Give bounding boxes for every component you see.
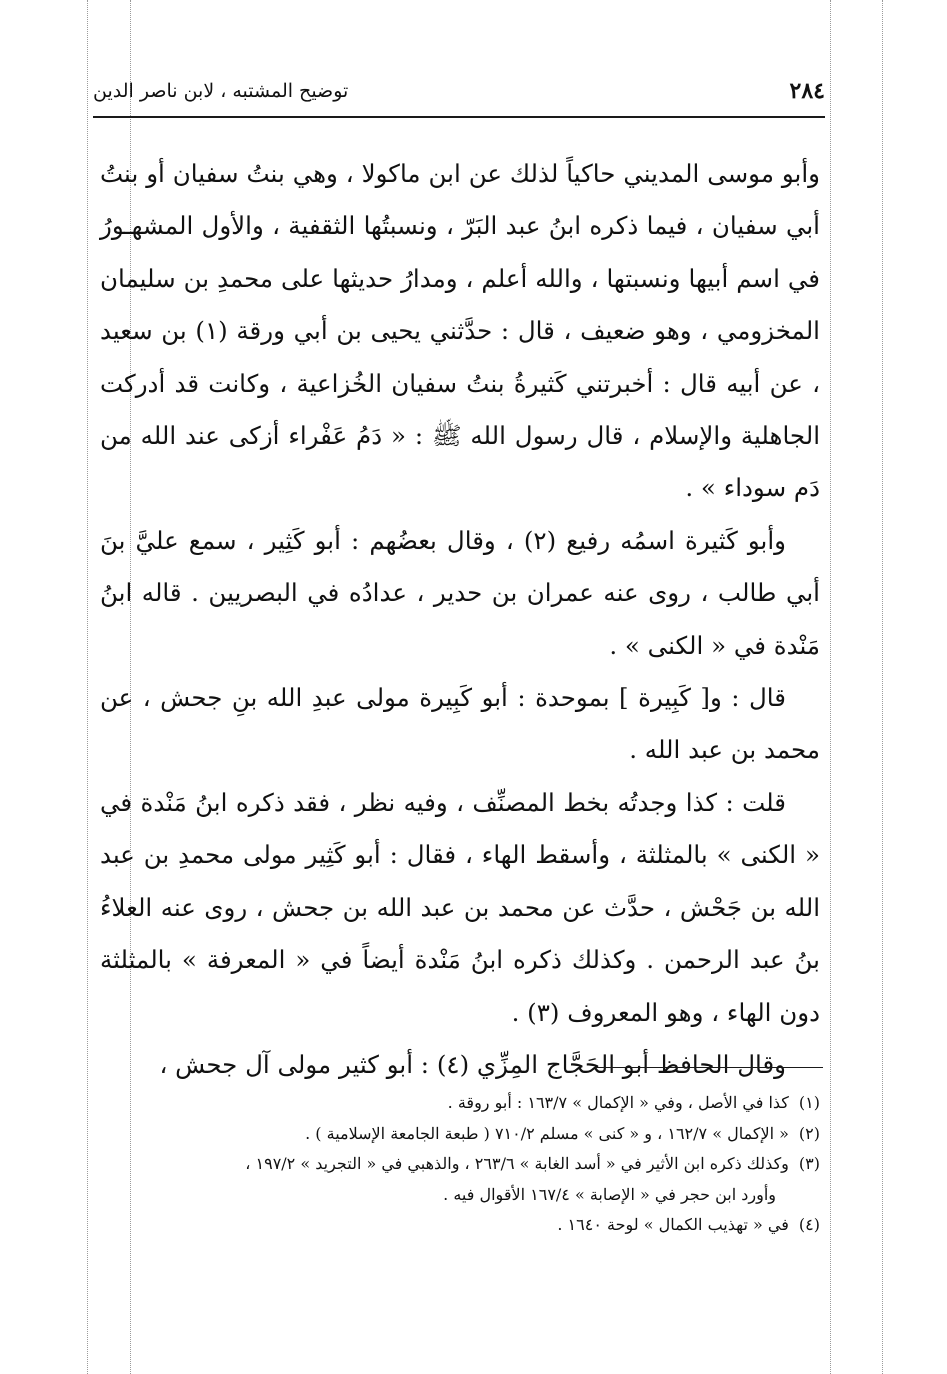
crop-mark-right-inner <box>830 0 831 1374</box>
footnote-number: (٣) <box>798 1154 820 1173</box>
footnote-text: كذا في الأصل ، وفي « الإكمال » ١٦٣/٧ : أبو روقة . <box>447 1093 789 1112</box>
crop-mark-right <box>882 0 883 1374</box>
footnote <box>100 1088 820 1119</box>
paragraph: وأبو موسى المديني حاكياً لذلك عن ابن ماكولا ، وهي بنتُ سفيان أو بنتُ أبي سفيان ، فيما ذكره ابنُ عبد البَرّ ، ونسبتُها الثقفية ، والأول المشهـورُ في اسم أبيها ونسبتها ، والله أعلم ، ومدارُ حديثها على محمدِ بن سليمان المخزومي ، وهو ضعيف ، قال : حدَّثني يحيى بن أبي ورقة (١) بن سعيد ، عن أبيه قال : أخبرتني كَثيرةُ بنتُ سفيان الخُزاعية ، وكانت قد أدركت الجاهلية والإسلام ، قال رسول الله ﷺ : « دَمُ عَفْراء أزكى عند الله من دَم سوداء » . <box>100 159 820 503</box>
footnote-continuation: وأورد ابن حجر في « الإصابة » ١٦٧/٤ الأقوال فيه . <box>443 1184 776 1204</box>
footnote <box>100 1149 820 1180</box>
paragraph: قلت : كذا وجدتُه بخط المصنِّف ، وفيه نظر ، فقد ذكره ابنُ مَنْدة في « الكنى » بالمثلثة ، وأسقط الهاء ، فقال : أبو كَثِير مولى محمدِ بن عبد الله بن جَحْش ، حدَّث عن محمد بن عبد الله بن جحش ، روى عنه العلاءُ بنُ عبد الرحمن . وكذلك ذكره ابنُ مَنْدة أيضاً في « المعرفة » بالمثلثة دون الهاء ، وهو المعروف (٣) . <box>100 787 820 1027</box>
footnote-text: « الإكمال » ١٦٢/٧ ، و « كنى » مسلم ٧١٠/٢ ( طبعة الجامعة الإسلامية ) . <box>305 1123 789 1143</box>
paragraph: وأبو كَثيرة اسمُه رفيع (٢) ، وقال بعضُهم : أبو كَثِير ، سمع عليَّ بنَ أبي طالب ، روى عنه عمران بن حدير ، عدادُه في البصريين . قاله ابنُ مَنْدة في « الكنى » . <box>100 525 820 660</box>
footnote-number: (٢) <box>798 1123 820 1143</box>
paragraph: وقال الحافظ أبو الحَجَّاج المِزِّي (٤) : أبو كثير مولى آل جحش ، <box>159 1049 786 1079</box>
footnote-number: (٤) <box>798 1215 820 1234</box>
footnote <box>100 1210 820 1241</box>
footnotes <box>100 1088 820 1241</box>
main-text <box>100 148 820 1091</box>
running-title: توضيح المشتبه ، لابن ناصر الدين <box>93 80 349 102</box>
page-number: ٢٨٤ <box>789 78 825 104</box>
crop-mark-left <box>87 0 88 1374</box>
footnote-text: في « تهذيب الكمال » لوحة ١٦٤٠ . <box>557 1215 789 1234</box>
footnote-number: (١) <box>798 1093 820 1112</box>
footnote-text: وكذلك ذكره ابن الأثير في « أسد الغابة » ٢٦٣/٦ ، والذهبي في « التجريد » ١٩٧/٢ ، <box>245 1154 789 1173</box>
footnote <box>100 1119 820 1150</box>
page-header <box>93 74 825 118</box>
footnote-divider <box>595 1067 823 1068</box>
paragraph: قال : و[ كَبِيرة ] بموحدة : أبو كَبِيرة مولى عبدِ الله بنِ جحش ، عن محمد بن عبد الله . <box>100 683 820 765</box>
